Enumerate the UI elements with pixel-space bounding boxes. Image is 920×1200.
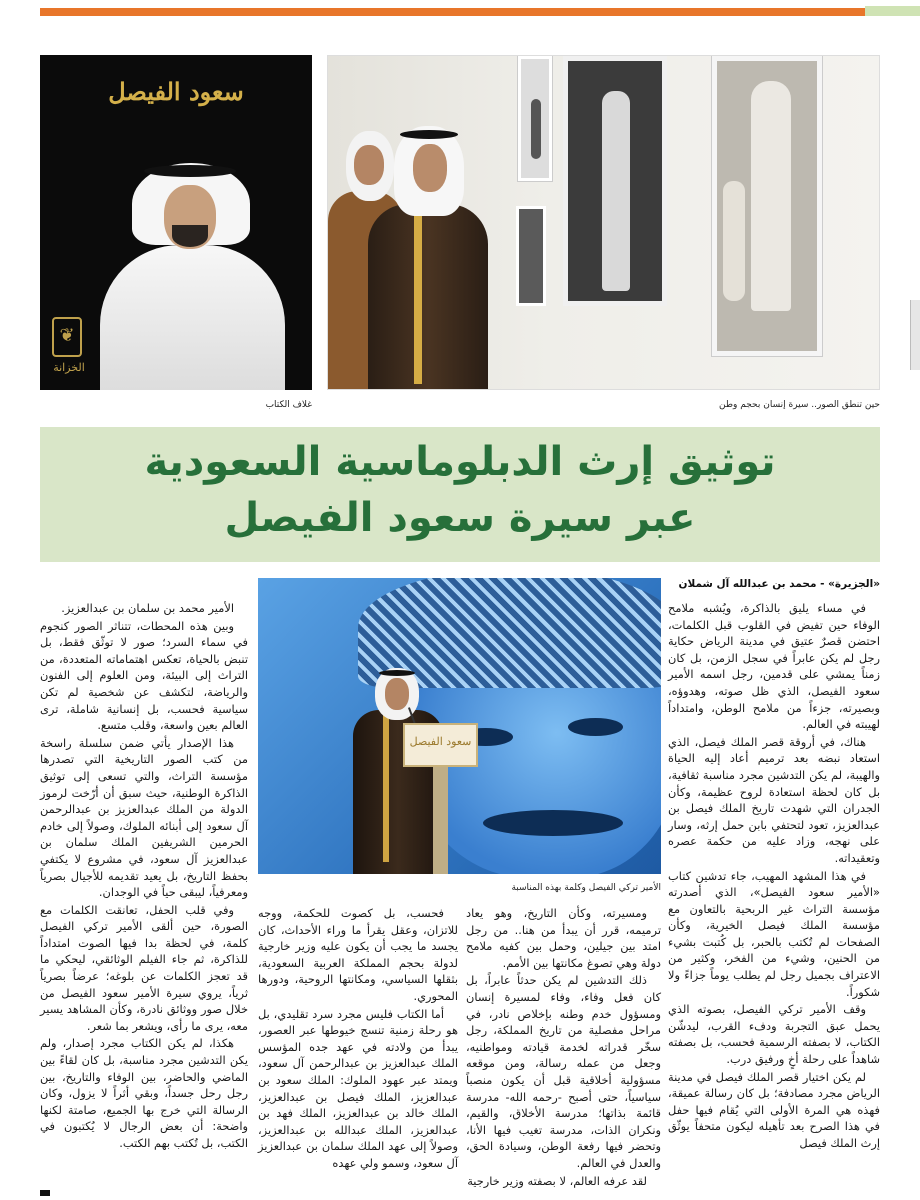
wall-photo-small-lower — [516, 206, 546, 306]
paragraph: هكذا، لم يكن الكتاب مجرد إصدار، ولم يكن التدشين مجرد مناسبة، بل كان لقاءً بين الماضي والحاضر، بين الوفاء والتاريخ، بين رجل رحل جسداً، وبقي أثراً لا يزول، وكان الرسالة التي خرج بها الجميع، صامتة لكنها واضحة: أن بعض الرجال لا يُكتبون في الكتب، بل تُكتب بهم الكتب. — [40, 1036, 248, 1150]
page-corner-mark — [40, 1190, 50, 1196]
paragraph: وفي قلب الحفل، تعانقت الكلمات مع الصورة، حين ألقى الأمير تركي الفيصل كلمة، في لحظة بدا فيها الصوت امتداداً للذاكرة، ثم جاء الفيلم الوثائقي، ليحكي ما قد تعجز الكلمات عن بلوغه؛ عرضاً بصرياً ثرياً، يروي سيرة الأمير سعود الفيصل من خلال صور ووثائق نادرة، وكأن المشاهد يسير معه، يرى ما رأى، ويشعر بما شعر. — [40, 902, 248, 1033]
podium — [403, 723, 478, 874]
cover-figure-beard — [172, 225, 208, 247]
paragraph: لقد عرفه العالم، لا بصفته وزير خارجية — [467, 1173, 647, 1188]
visitor-figure-front — [368, 126, 488, 390]
paragraph: ومسيرته، وكأن التاريخ، وهو يعاد ترميمه، قرر أن يبدأ من هنا.. من رجل امتد بين جيلين، وحمل بين كفيه ملامح دولة وهي تصوغ مكانتها بين الأمم. — [466, 906, 661, 970]
headline-line-1: توثيق إرث الدبلوماسية السعودية — [144, 439, 776, 485]
cover-figure-robe — [100, 245, 285, 390]
top-color-bar — [0, 0, 920, 22]
paragraph: ذلك التدشين لم يكن حدثاً عابراً، بل كان فعل وفاء، وفاء لمسيرة إنسان ومسؤول خدم وطنه بإخلاص نادر، في مراحل مفصلية من تاريخ المملكة، رجل سخّر قدراته لخدمة قيادته ومواطنيه، وجعل من عمله رسالة، ومن موقعه مسؤولية أخلاقية قبل أن يكون منصباً سياسياً، حتى أصبح -رحمه الله- مدرسة قائمة بذاتها؛ مدرسة الأخلاق، والقيم، ونكران الذات، مدرسة تغيب فيها الأنا، وتحضر فيها رفعة الوطن، وسيادة الحق، والعدل في العالم. — [466, 973, 661, 1170]
paragraph: في مساء يليق بالذاكرة، ويُشبه ملامح الوفاء حين تفيض في القلوب قبل الكلمات، احتضن قصرٌ عتيق في مدينة الرياض حكاية رجل لم يكن عابراً في سجل الزمن، بل كان زمناً يمشي على قدمين، رجل اسمه الأمير سعود الفيصل، الذي ظل صوته، وهدوؤه، وبصيرته، جزءاً من ملامح الوطن، وامتداداً لهيبته في العالم. — [668, 601, 880, 732]
book-cover-caption: غلاف الكتاب — [265, 400, 312, 410]
paragraph: الأمير محمد بن سلمان بن عبدالعزيز. — [61, 601, 234, 615]
paragraph: فحسب، بل كصوت للحكمة، ووجه للاتزان، وعقل يقرأ ما وراء الأحداث، كان يجسد ما يجب أن يكون عليه وزير خارجية لدولة بحجم المملكة العربية السعودية، بثقلها السياسي، ومكانتها الروحية، ودورها المحوري. — [258, 906, 458, 1003]
top-orange-rule — [40, 8, 865, 16]
paragraph: هناك، في أروقة قصر الملك فيصل، الذي استعاد نبضه بعد ترميم أعاد إليه الحياة والهيبة، لم يكن التدشين مجرد مناسبة ثقافية، بل كان لحظة استعادة لروح عظيمة، وكأن الجدران التي شهدت تاريخ الملك فيصل بن عبدالعزيز، تعود لتحتفي بابن حمل إرثه، وسار على نهجه، وزاد عليه من حكمة عصره وتعقيداته. — [668, 734, 880, 865]
article-column-mid-right — [466, 905, 661, 1190]
cover-figure-agal — [144, 165, 236, 177]
page-edge-tab — [910, 300, 920, 370]
exhibition-photo-caption: حين تنطق الصور.. سيرة إنسان بحجم وطن — [719, 400, 880, 410]
headline-banner — [40, 427, 880, 562]
paragraph: في هذا المشهد المهيب، جاء تدشين كتاب «الأمير سعود الفيصل»، الذي أصدرته مؤسسة التراث غير الربحية بالتعاون مع مؤسسة الملك فيصل الخيرية، وكأن الصفحات لم تُكتب بالحبر، بل كُتبت بشيء من الحنين، وشيء من الفخر، وكثير من الاعتراف بجميل رجل لم يطلب يوماً جزاءً ولا شكوراً. — [668, 868, 880, 999]
wall-photo-small — [518, 56, 552, 181]
paragraph: أما الكتاب فليس مجرد سرد تقليدي، بل هو رحلة زمنية تنسج خيوطها عبر العصور، يبدأ من ولادته في عهد جده المؤسس الملك عبدالعزيز بن عبدالرحمن آل سعود، ويمتد عبر عهود الملوك: الملك سعود بن عبدالعزيز، الملك فيصل بن عبدالعزيز، الملك خالد بن عبدالعزيز، الملك فهد بن عبدالعزيز، الملك عبدالله بن عبدالعزيز، وصولاً إلى عهد الملك سلمان بن عبدالعزيز آل سعود، وسمو ولي عهده — [258, 1006, 458, 1170]
article-column-right — [668, 600, 880, 1153]
paragraph: وبين هذه المحطات، تتناثر الصور كنجوم في سماء السرد؛ صور لا توثّق فقط، بل تنبض بالحياة، تعكس اهتماماته المتعددة، من التراث إلى البيئة، ومن العلوم إلى الفنون والرياضة، لتكشف عن شخصية لم تكن سياسية فحسب، بل إنسانية شاملة، ترى العالم بعين واسعة، وقلب متسع. — [40, 618, 248, 733]
wall-photo-portrait — [563, 56, 667, 306]
exhibition-photo — [327, 55, 880, 390]
wall-photo-falconer — [712, 56, 822, 356]
ceremony-photo-caption: الأمير تركي الفيصل وكلمة بهذه المناسبة — [511, 883, 661, 893]
backdrop-portrait-mustache — [483, 810, 623, 836]
top-green-rule — [865, 6, 920, 16]
article-column-left — [40, 600, 248, 1153]
publisher-logo-text: الخزانة — [53, 361, 85, 374]
article-column-mid-left — [258, 905, 458, 1173]
headline-line-2: عبر سيرة سعود الفيصل — [224, 495, 696, 541]
podium-label: سعود الفيصل — [409, 735, 472, 748]
palm-tree-icon: ❦ — [52, 317, 82, 357]
article-byline: «الجزيرة» - محمد بن عبدالله آل شملان — [678, 578, 880, 590]
paragraph: لم يكن اختيار قصر الملك فيصل في مدينة الرياض مجرد مصادفة؛ بل كان رسالة عميقة، فهذه هي المرة الأولى التي يُقام فيها حفل في هذا الصرح بعد تأهيله ليكون متحفاً يوثّق إرث الملك فيصل — [668, 1069, 880, 1150]
paragraph: هذا الإصدار يأتي ضمن سلسلة راسخة من كتب الصور التاريخية التي تصدرها مؤسسة التراث، والتي تسعى إلى توثيق الذاكرة الوطنية، حيث سبق أن أرّخت لرموز الدولة من الملك عبدالعزيز بن عبدالرحمن آل سعود إلى أبنائه الملوك، وصولاً إلى خادم الحرمين الشريفين الملك سلمان بن عبدالعزيز آل سعود، في مشروع لا يكتفي بحفظ التاريخ، بل يعيد تقديمه للأجيال بصرياً ومعرفياً، ليبقى حياً في الوجدان. — [40, 735, 248, 900]
book-cover-image — [40, 55, 312, 390]
paragraph: وقف الأمير تركي الفيصل، بصوته الذي يحمل عبق التجربة ودفء القرب، ليدشّن الكتاب، لا بصفته الرسمية فحسب، بل بصفته شاهداً على رحلة أخٍ ورفيق درب. — [668, 1002, 880, 1067]
backdrop-portrait-eye-right — [568, 718, 623, 736]
book-cover-title: سعود الفيصل — [108, 77, 244, 106]
ceremony-photo — [258, 578, 661, 874]
